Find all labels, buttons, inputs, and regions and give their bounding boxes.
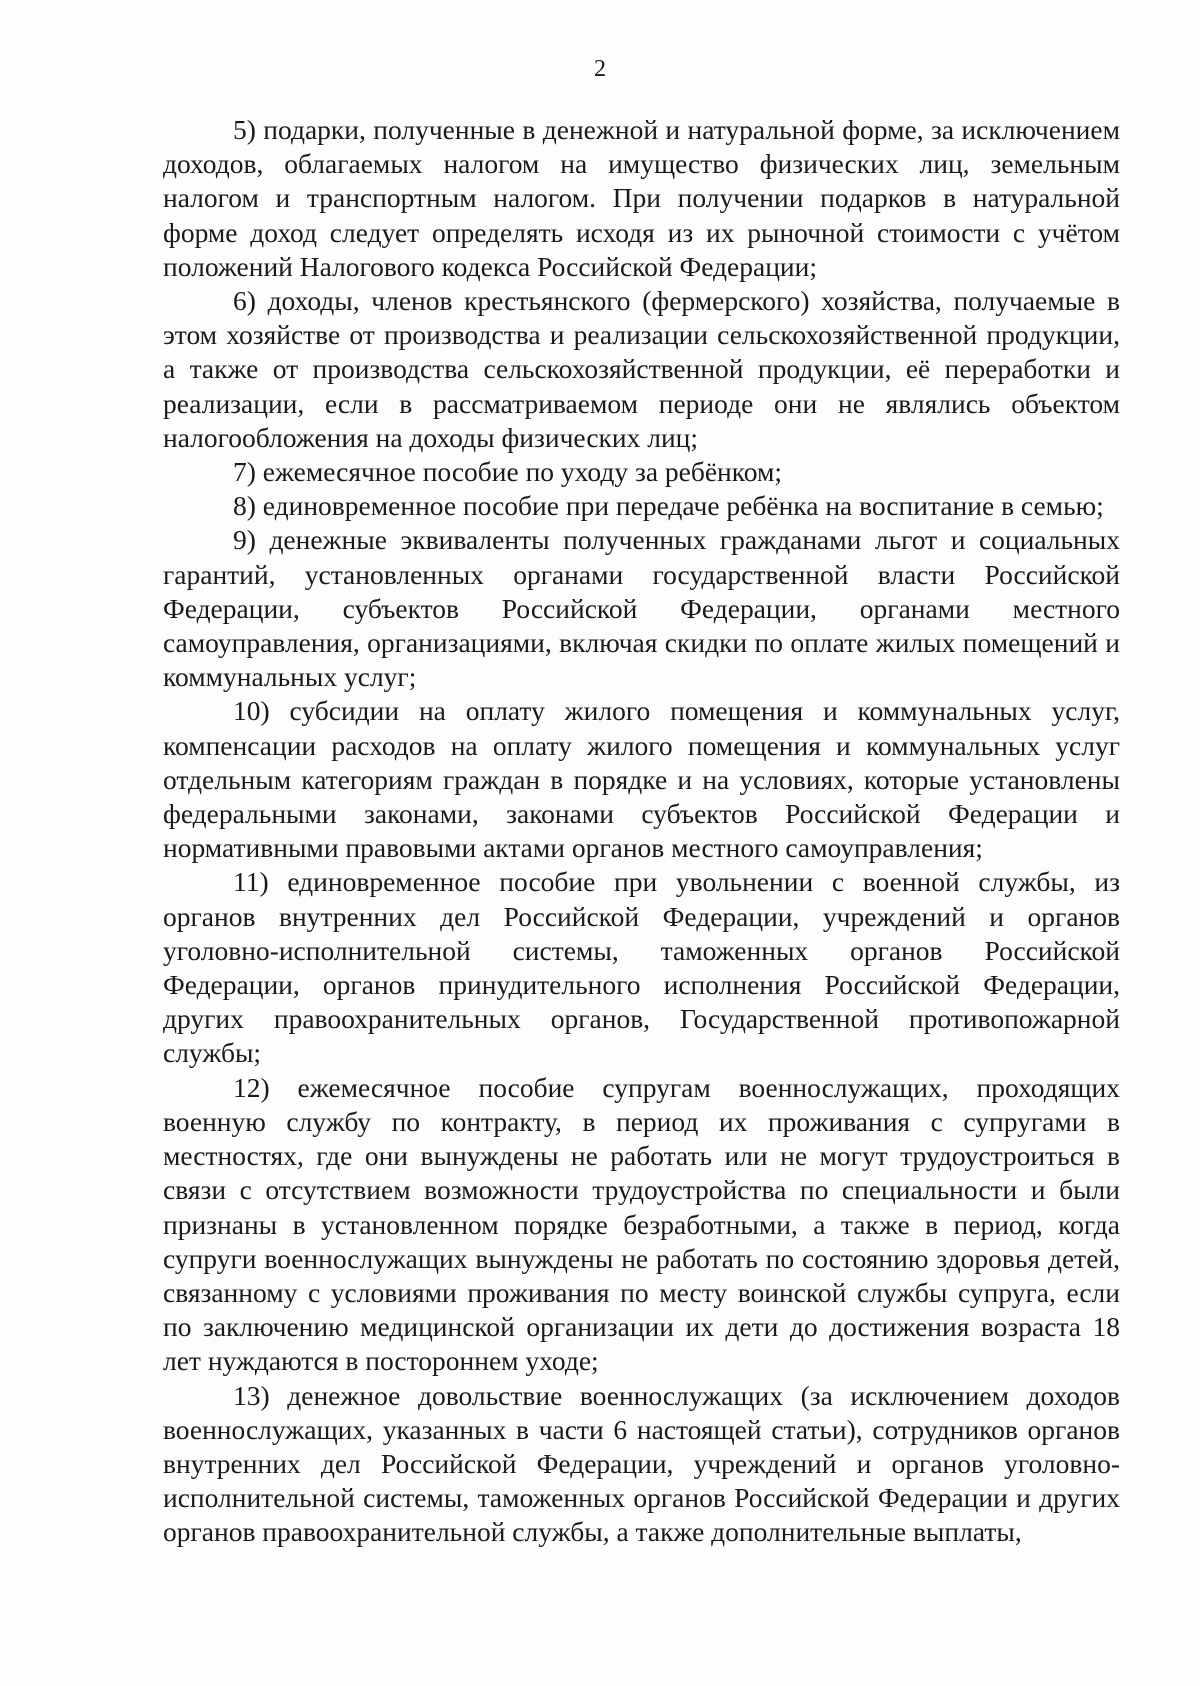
document-body bbox=[163, 113, 1120, 1550]
list-item-12: 12) ежемесячное пособие супругам военнослужащих, проходящих военную службу по контракту, в период их проживания с супругами в местностях, где они вынуждены не работать или не могут трудоустроиться в связи с отсутствием возможности трудоустройства по специальности и были признаны в установленном порядке безработными, а также в период, когда супруги военнослужащих вынуждены не работать по состоянию здоровья детей, связанному с условиями проживания по месту воинской службы супруга, если по заключению медицинской организации их дети до достижения возраста 18 лет нуждаются в постороннем уходе; bbox=[163, 1071, 1120, 1377]
list-item-7: 7) ежемесячное пособие по уходу за ребёнком; bbox=[233, 456, 783, 488]
page-number: 2 bbox=[594, 56, 606, 82]
list-item-11: 11) единовременное пособие при увольнении с военной службы, из органов внутренних дел Российской Федерации, учреждений и органов уголовно-исполнительной системы, таможенных органов Российской Федерации, органов принудительного исполнения Российской Федерации, других правоохранительных органов, Государственной противопожарной службы; bbox=[163, 866, 1120, 1069]
list-item-6: 6) доходы, членов крестьянского (фермерского) хозяйства, получаемые в этом хозяйстве от производства и реализации сельскохозяйственной продукции, а также от производства сельскохозяйственной продукции, её переработки и реализации, если в рассматриваемом периоде они не являлись объектом налогообложения на доходы физических лиц; bbox=[163, 285, 1120, 453]
list-item-13: 13) денежное довольствие военнослужащих (за исключением доходов военнослужащих, указанных в части 6 настоящей статьи), сотрудников органов внутренних дел Российской Федерации, учреждений и органов уголовно-исполнительной системы, таможенных органов Российской Федерации и других органов правоохранительной службы, а также дополнительные выплаты, bbox=[163, 1379, 1120, 1548]
list-item-10: 10) субсидии на оплату жилого помещения и коммунальных услуг, компенсации расходов на оплату жилого помещения и коммунальных услуг отдельным категориям граждан в порядке и на условиях, которые установлены федеральными законами, законами субъектов Российской Федерации и нормативными правовыми актами органов местного самоуправления; bbox=[163, 695, 1120, 864]
list-item-5: 5) подарки, полученные в денежной и натуральной форме, за исключением доходов, облагаемых налогом на имущество физических лиц, земельным налогом и транспортным налогом. При получении подарков в натуральной форме доход следует определять исходя из их рыночной стоимости с учётом положений Налогового кодекса Российской Федерации; bbox=[163, 114, 1120, 282]
list-item-8: 8) единовременное пособие при передаче ребёнка на воспитание в семью; bbox=[233, 490, 1104, 522]
list-item-9: 9) денежные эквиваленты полученных гражданами льгот и социальных гарантий, установленных органами государственной власти Российской Федерации, субъектов Российской Федерации, органами местного самоуправления, организациями, включая скидки по оплате жилых помещений и коммунальных услуг; bbox=[163, 524, 1120, 693]
